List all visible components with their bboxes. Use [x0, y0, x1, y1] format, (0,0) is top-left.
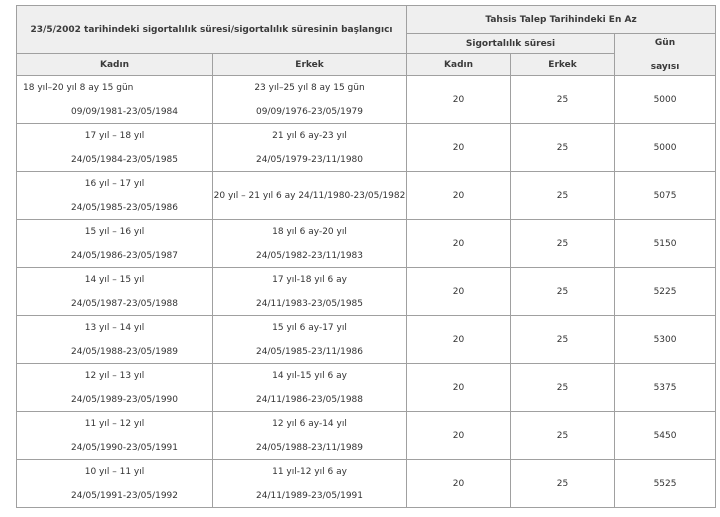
table-row [17, 268, 716, 316]
kadin-cell [17, 316, 213, 364]
erkek-cell [213, 412, 407, 460]
kadin-cell [17, 172, 213, 220]
kadin-cell [17, 268, 213, 316]
kadin-date: 24/05/1985-23/05/1986 [71, 202, 178, 213]
erkek-date: 24/11/1983-23/05/1985 [256, 298, 363, 309]
erkek-sure-value: 25 [511, 268, 615, 316]
erkek-cell [213, 220, 407, 268]
header-erkek: Erkek [213, 54, 407, 76]
kadin-sure-value: 20 [407, 316, 511, 364]
kadin-sure-value: 20 [407, 124, 511, 172]
kadin-cell [17, 364, 213, 412]
erkek-cell [213, 76, 407, 124]
gun-sayisi-value: 5450 [615, 412, 716, 460]
kadin-date: 24/05/1988-23/05/1989 [71, 346, 178, 357]
erkek-date: 24/05/1988-23/11/1989 [256, 442, 363, 453]
erkek-range: 14 yıl-15 yıl 6 ay [272, 370, 347, 381]
header-sigortalilik-suresi: Sigortalılık süresi [407, 34, 615, 54]
kadin-date: 24/05/1987-23/05/1988 [71, 298, 178, 309]
header-kadin-sure: Kadın [407, 54, 511, 76]
erkek-date: 24/11/1986-23/05/1988 [256, 394, 363, 405]
erkek-sure-value: 25 [511, 124, 615, 172]
erkek-sure-value: 25 [511, 316, 615, 364]
gun-sayisi-value: 5150 [615, 220, 716, 268]
erkek-range: 11 yıl-12 yıl 6 ay [272, 466, 347, 477]
kadin-date: 09/09/1981-23/05/1984 [71, 106, 178, 117]
gun-sayisi-value: 5075 [615, 172, 716, 220]
kadin-cell [17, 460, 213, 508]
kadin-sure-value: 20 [407, 268, 511, 316]
erkek-cell [213, 460, 407, 508]
kadin-date: 24/05/1991-23/05/1992 [71, 490, 178, 501]
kadin-sure-value: 20 [407, 172, 511, 220]
erkek-sure-value: 25 [511, 412, 615, 460]
table-row [17, 172, 716, 220]
gun-sayisi-value: 5300 [615, 316, 716, 364]
kadin-cell [17, 220, 213, 268]
table-row [17, 412, 716, 460]
erkek-cell [213, 124, 407, 172]
erkek-date: 09/09/1976-23/05/1979 [256, 106, 363, 117]
header-kadin: Kadın [17, 54, 213, 76]
kadin-range: 10 yıl – 11 yıl [84, 466, 145, 477]
erkek-date: 24/11/1989-23/05/1991 [256, 490, 363, 501]
kadin-date: 24/05/1986-23/05/1987 [71, 250, 178, 261]
header-gun-sayisi [615, 34, 716, 76]
header-right-title: Tahsis Talep Tarihindeki En Az [407, 6, 716, 34]
kadin-range: 13 yıl – 14 yıl [84, 322, 145, 333]
erkek-date: 24/05/1979-23/11/1980 [256, 154, 363, 165]
erkek-range: 15 yıl 6 ay-17 yıl [272, 322, 347, 333]
erkek-range: 17 yıl-18 yıl 6 ay [272, 274, 347, 285]
kadin-range: 18 yıl–20 yıl 8 ay 15 gün [23, 82, 134, 93]
header-main-title: 23/5/2002 tarihindeki sigortalılık süresi/sigortalılık süresinin başlangıcı [17, 6, 407, 54]
erkek-date: 24/05/1982-23/11/1983 [256, 250, 363, 261]
erkek-cell [213, 172, 407, 220]
table-row [17, 124, 716, 172]
erkek-cell [213, 364, 407, 412]
kadin-sure-value: 20 [407, 76, 511, 124]
kadin-sure-value: 20 [407, 412, 511, 460]
erkek-range: 21 yıl 6 ay-23 yıl [272, 130, 347, 141]
kadin-date: 24/05/1989-23/05/1990 [71, 394, 178, 405]
erkek-date: 24/05/1985-23/11/1986 [256, 346, 363, 357]
table-row [17, 220, 716, 268]
erkek-range: 12 yıl 6 ay-14 yıl [272, 418, 347, 429]
erkek-sure-value: 25 [511, 460, 615, 508]
erkek-cell [213, 268, 407, 316]
kadin-date: 24/05/1984-23/05/1985 [71, 154, 178, 165]
gun-sayisi-value: 5225 [615, 268, 716, 316]
gun-sayisi-value: 5000 [615, 76, 716, 124]
kadin-sure-value: 20 [407, 220, 511, 268]
kadin-cell [17, 76, 213, 124]
erkek-cell [213, 316, 407, 364]
table-row [17, 76, 716, 124]
retirement-table [16, 5, 716, 508]
kadin-sure-value: 20 [407, 460, 511, 508]
kadin-cell [17, 124, 213, 172]
kadin-cell [17, 412, 213, 460]
kadin-range: 11 yıl – 12 yıl [84, 418, 145, 429]
kadin-range: 16 yıl – 17 yıl [84, 178, 145, 189]
erkek-range: 18 yıl 6 ay-20 yıl [272, 226, 347, 237]
kadin-sure-value: 20 [407, 364, 511, 412]
table-row [17, 460, 716, 508]
erkek-sure-value: 25 [511, 364, 615, 412]
header-erkek-sure: Erkek [511, 54, 615, 76]
header-gun: Gün [654, 37, 676, 48]
gun-sayisi-value: 5375 [615, 364, 716, 412]
erkek-sure-value: 25 [511, 76, 615, 124]
erkek-sure-value: 25 [511, 220, 615, 268]
gun-sayisi-value: 5000 [615, 124, 716, 172]
kadin-range: 17 yıl – 18 yıl [84, 130, 145, 141]
kadin-range: 14 yıl – 15 yıl [84, 274, 145, 285]
table-row [17, 364, 716, 412]
header-sayisi: sayısı [650, 61, 680, 72]
gun-sayisi-value: 5525 [615, 460, 716, 508]
kadin-date: 24/05/1990-23/05/1991 [71, 442, 178, 453]
kadin-range: 15 yıl – 16 yıl [84, 226, 145, 237]
erkek-sure-value: 25 [511, 172, 615, 220]
table-row [17, 316, 716, 364]
erkek-range: 23 yıl–25 yıl 8 ay 15 gün [254, 82, 365, 93]
erkek-range: 20 yıl – 21 yıl 6 ay 24/11/1980-23/05/1982 [213, 190, 406, 201]
kadin-range: 12 yıl – 13 yıl [84, 370, 145, 381]
